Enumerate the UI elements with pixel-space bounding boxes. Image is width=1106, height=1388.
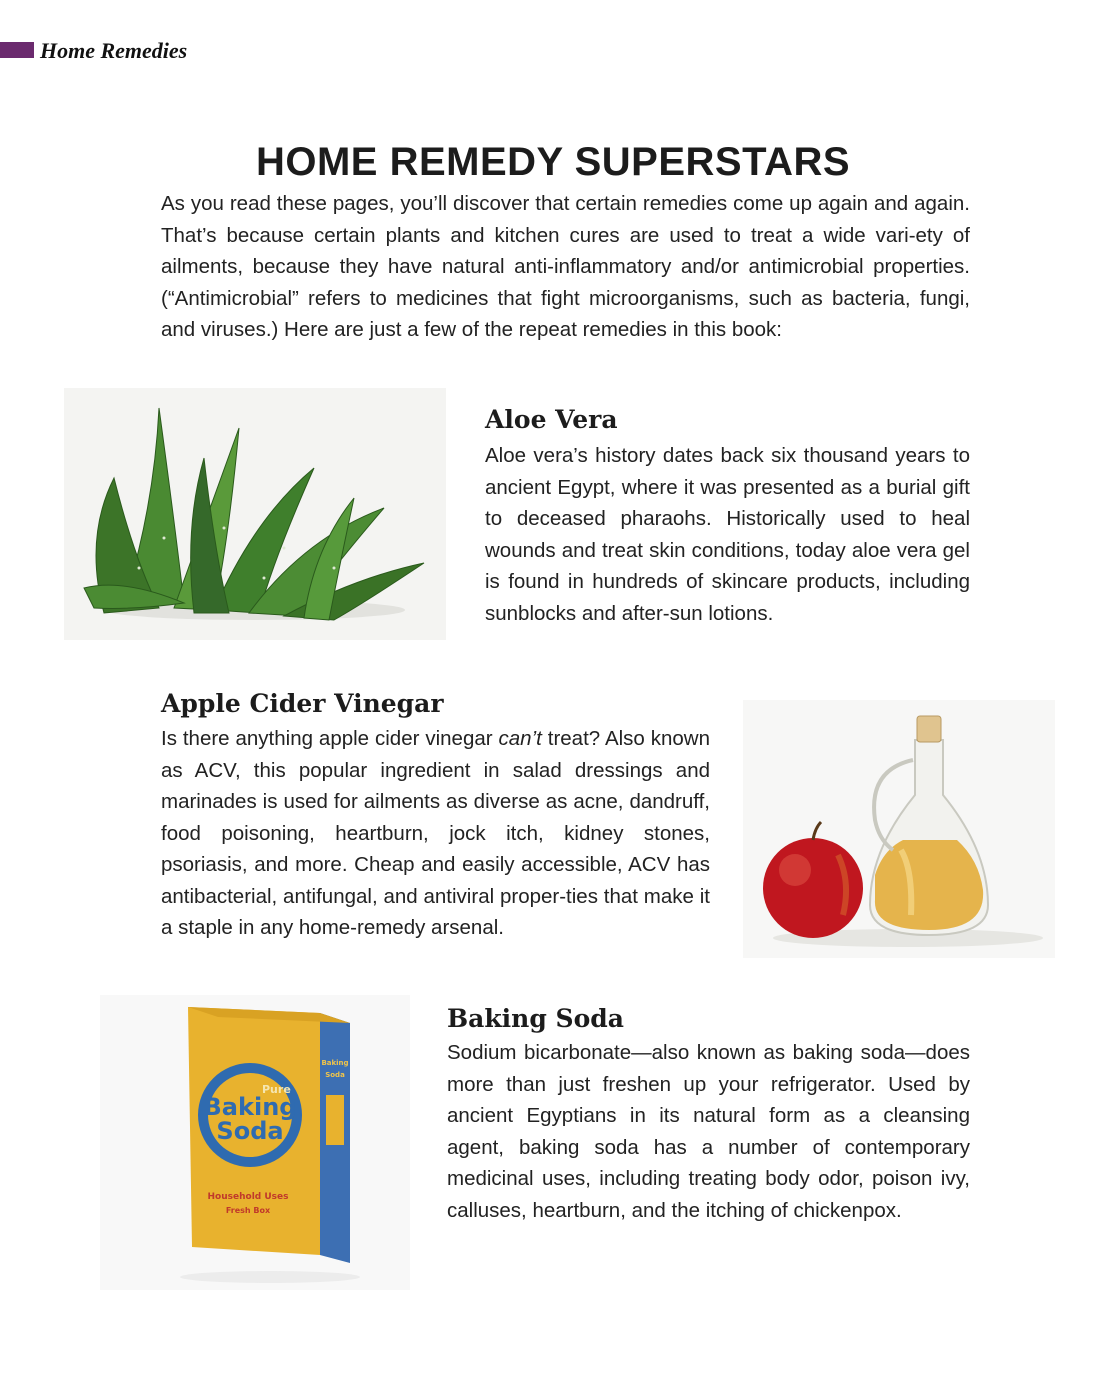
box-side-label2: Soda [325,1071,345,1079]
apple-cider-vinegar-heading: Apple Cider Vinegar [161,689,444,718]
baking-soda-heading: Baking Soda [447,1004,624,1033]
intro-paragraph: As you read these pages, you’ll discover that certain remedies come up again and again. That’s because certain plants and kitchen cures are used to treat a wide vari-ety of ailments, because they have natural anti-inflammatory and/or antimicrobial properties. (“Antimicrobial” refers to medicines that fight microorganisms, such as bacteria, fungi, and viruses.) Here are just a few of the repeat remedies in this book: [161,192,970,341]
box-label-line2: Soda [216,1117,284,1145]
acv-text-part1: Is there anything apple cider vinegar [161,727,499,750]
page-title: HOME REMEDY SUPERSTARS [255,140,851,184]
apple-cider-vinegar-text [161,723,710,944]
box-label-line1: Baking [203,1093,297,1121]
box-label-pure: Pure [262,1083,291,1096]
aloe-vera-image [64,388,446,640]
running-header: Home Remedies [40,38,188,63]
aloe-vera-heading: Aloe Vera [485,405,618,434]
box-side-label1: Baking [321,1059,349,1067]
header-accent-bar [0,42,34,58]
baking-soda-image [100,995,410,1290]
box-label-footer1: Household Uses [207,1192,289,1202]
apple-cider-vinegar-image [743,700,1055,958]
aloe-vera-text: Aloe vera’s history dates back six thousand years to ancient Egypt, where it was presented as a burial gift to deceased pharaohs. Historically used to heal wounds and treat skin conditions, today aloe vera gel is found in hundreds of skincare products, including sunblocks and after-sun lotions. [485,444,970,625]
acv-text-emphasis: can’t [498,727,542,750]
acv-text-part2: treat? Also known as ACV, this popular ingredient in salad dressings and marinades is used for ailments as diverse as acne, dandruff, food poisoning, heartburn, jock itch, kidney stones, psoriasis, and more. Cheap and easily accessible, ACV has antibacterial, antifungal, and antiviral proper-ties that make it a staple in any home-remedy arsenal. [161,727,711,939]
box-label-footer2: Fresh Box [225,1206,271,1215]
baking-soda-text: Sodium bicarbonate—also known as baking soda—does more than just freshen up your refrigerator. Used by ancient Egyptians in its natural form as a cleansing agent, baking soda has a number of contemporary medicinal uses, including treating body odor, poison ivy, calluses, heartburn, and the itching of chickenpox. [447,1041,970,1222]
